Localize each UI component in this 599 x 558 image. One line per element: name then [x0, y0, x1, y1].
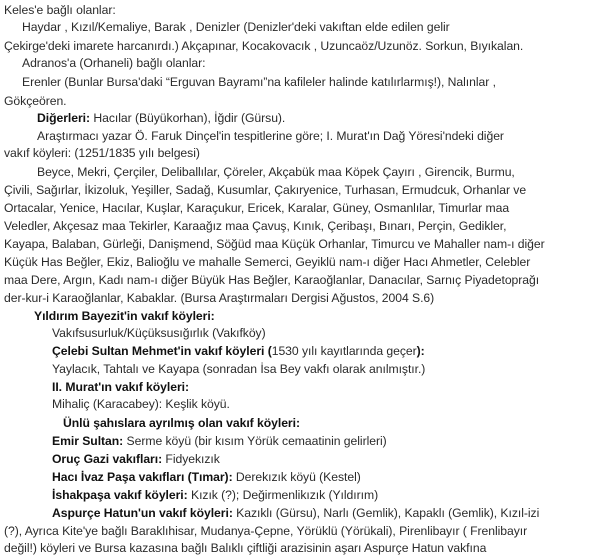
text-line: Erenler (Bunlar Bursa'daki “Erguvan Bayramı”na kafileler halinde katılırlarmış!), Nalınlar ,: [22, 75, 496, 89]
section-heading: Yıldırım Bayezit'in vakıf köyleri:: [34, 309, 215, 323]
text-line: Emir Sultan: Serme köyü (bir kısım Yörük cemaatinin gelirleri): [52, 434, 387, 448]
text-line: İshakpaşa vakıf köyleri: Kızık (?); Değirmenlikızık (Yıldırım): [52, 488, 379, 502]
text-line: değil!) köyleri ve Bursa kazasına bağlı Balıklı çiftliği arazisinin aşarı Aspurçe Hatun vakfına: [4, 541, 487, 555]
text-line: Oruç Gazi vakıfları: Fidyekızık: [52, 452, 220, 466]
text-line: vakıf köyleri: (1251/1835 yılı belgesi): [4, 146, 200, 160]
text-line: Çivili, Sağırlar, İkizoluk, Yeşiller, Sadağ, Kusumlar, Çakıryenice, Turhasan, Ermudcuk, Orhanlar ve: [4, 183, 527, 197]
section-heading: Ünlü şahıslara ayrılmış olan vakıf köyleri:: [63, 416, 300, 430]
section-heading: Çelebi Sultan Mehmet'in vakıf köyleri (1530 yılı kayıtlarında geçer):: [52, 344, 425, 358]
text-line: Yaylacık, Tahtalı ve Kayapa (sonradan İsa Bey vakfı olarak anılmıştır.): [52, 362, 426, 376]
text-line: Adranos'a (Orhaneli) bağlı olanlar:: [22, 56, 206, 70]
text-line: der-kur-i Karaoğlanlar, Kabaklar. (Bursa Araştırmaları Dergisi Ağustos, 2004 S.6): [4, 291, 435, 305]
text-line: Kayapa, Balaban, Gürleği, Danişmend, Söğüd maa Küçük Orhanlar, Timurcu ve Mahaller nam-ı diğer: [4, 237, 545, 251]
text-line: Gökçeören.: [4, 94, 67, 108]
text-line: Küçük Has Beğler, Ekiz, Balioğlu ve mahalle Semerci, Geyiklü nam-ı diğer Hacı Ahmetler, Celebler: [4, 255, 531, 269]
text-line: maa Dere, Argın, Kadı nam-ı diğer Büyük Has Beğler, Karaoğlanlar, Danacılar, Sarnıç Piyadetoprağı: [4, 273, 540, 287]
text-line: Araştırmacı yazar Ö. Faruk Dinçel'in tespitlerine göre; I. Murat'ın Dağ Yöresi'ndeki diğer: [37, 129, 504, 143]
text-line: Diğerleri: Hacılar (Büyükorhan), İğdir (Gürsu).: [37, 111, 286, 125]
section-heading: II. Murat'ın vakıf köyleri:: [52, 380, 190, 394]
text-line: Veledler, Akçesaz maa Tekirler, Karaağız maa Çavuş, Kınık, Çeribaşı, Bınarı, Perçin, Gedikler,: [4, 219, 507, 233]
text-line: Ortacalar, Yenice, Hacılar, Kuşlar, Karaçukur, Ericek, Karalar, Güney, Osmanlılar, Timurlar maa: [4, 201, 510, 215]
text-line: Aspurçe Hatun'un vakıf köyleri: Kazıklı (Gürsu), Narlı (Gemlik), Kapaklı (Gemlik), Kızıl-izi: [52, 506, 540, 520]
text-line: Çekirge'deki imarete harcanırdı.) Akçapınar, Kocakovacık , Uzuncaöz/Uzunöz. Sorkun, Bıyıkalan.: [4, 39, 524, 53]
text-line: Keles'e bağlı olanlar:: [4, 3, 116, 17]
text-line: Hacı İvaz Paşa vakıfları (Tımar): Derekızık köyü (Kestel): [52, 470, 361, 484]
text-line: Vakıfsusurluk/Küçüksusığırlık (Vakıfköy): [52, 326, 266, 340]
text-line: (?), Ayrıca Kite'ye bağlı Baraklıhisar, Mudanya-Çepne, Yörüklü (Yörükali), Pirenlibayır ( Frenlibayır: [4, 524, 528, 538]
text-line: Haydar , Kızıl/Kemaliye, Barak , Denizler (Denizler'deki vakıftan elde edilen gelir: [22, 20, 450, 34]
text-line: Mihaliç (Karacabey): Keşlik köyü.: [52, 397, 230, 411]
text-line: Beyce, Mekri, Çerçiler, Deliballılar, Çöreler, Akçabük maa Köpek Çayırı , Girencik, Burmu,: [37, 165, 515, 179]
